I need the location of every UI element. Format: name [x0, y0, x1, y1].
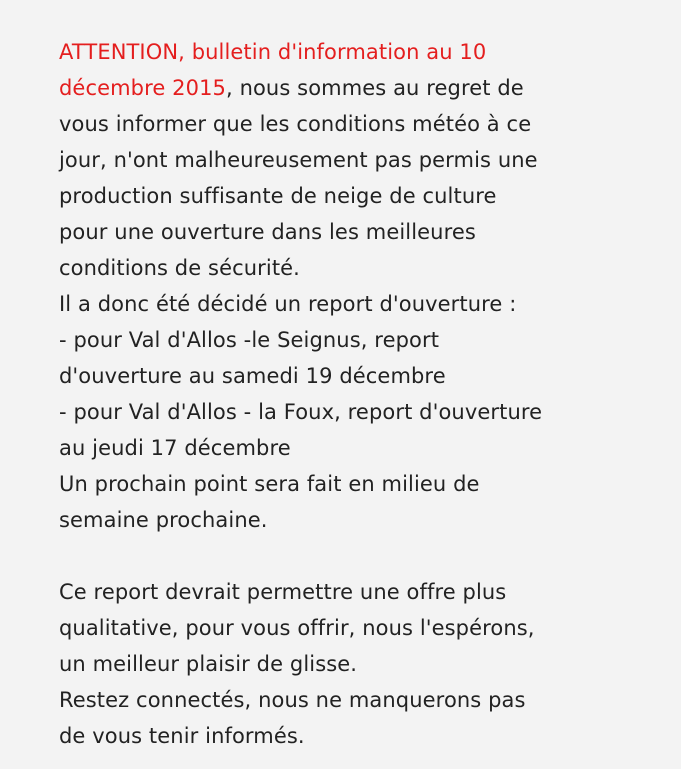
- text-line: production suffisante de neige de culture: [59, 184, 497, 208]
- text-fragment: , nous sommes au regret de: [226, 76, 524, 100]
- news-article: [59, 34, 659, 754]
- text-line: un meilleur plaisir de glisse.: [59, 652, 358, 676]
- alert-date: décembre 2015: [59, 76, 227, 100]
- text-line: qualitative, pour vous offrir, nous l'espérons,: [59, 616, 535, 640]
- alert-heading-line: ATTENTION, bulletin d'information au 10: [59, 40, 487, 64]
- text-line: semaine prochaine.: [59, 508, 268, 532]
- text-line: conditions de sécurité.: [59, 256, 300, 280]
- text-line: vous informer que les conditions météo à ce: [59, 112, 532, 136]
- text-line: Un prochain point sera fait en milieu de: [59, 472, 480, 496]
- text-line: de vous tenir informés.: [59, 724, 305, 748]
- text-line: Ce report devrait permettre une offre plus: [59, 580, 507, 604]
- text-line: - pour Val d'Allos -le Seignus, report: [59, 328, 440, 352]
- text-line: jour, n'ont malheureusement pas permis une: [59, 148, 538, 172]
- text-line: - pour Val d'Allos - la Foux, report d'ouverture: [59, 400, 543, 424]
- text-line: Il a donc été décidé un report d'ouverture :: [59, 292, 517, 316]
- paragraph-spacer: [59, 538, 659, 574]
- closing-paragraph: [59, 574, 659, 754]
- text-line: Restez connectés, nous ne manquerons pas: [59, 688, 526, 712]
- text-line: d'ouverture au samedi 19 décembre: [59, 364, 446, 388]
- text-line: [59, 70, 659, 106]
- text-line: au jeudi 17 décembre: [59, 436, 291, 460]
- text-line: pour une ouverture dans les meilleures: [59, 220, 476, 244]
- announcement-paragraph: [59, 34, 659, 538]
